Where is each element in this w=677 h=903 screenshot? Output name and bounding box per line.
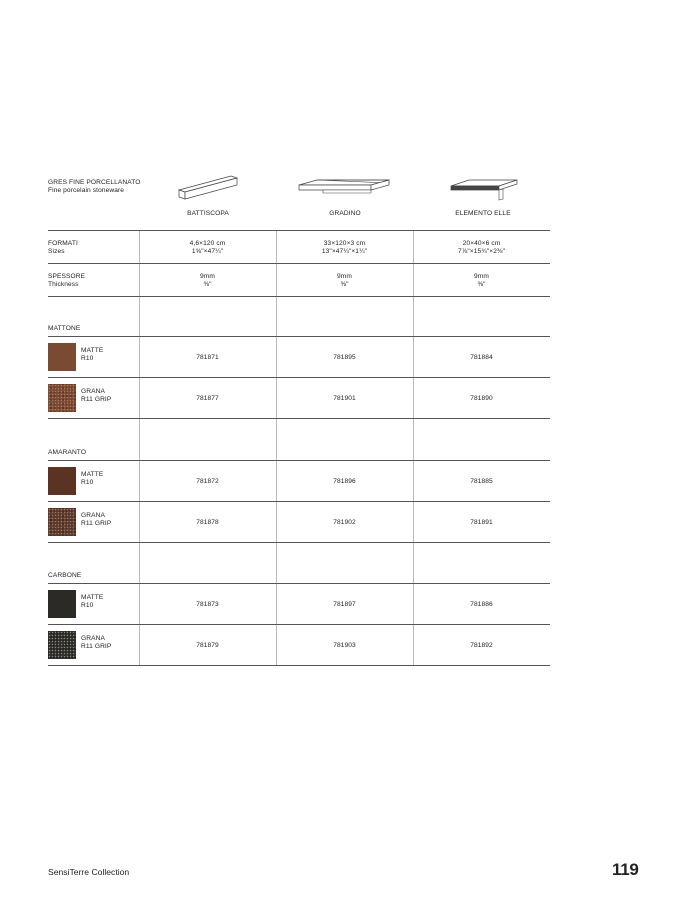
product-code: 781877 bbox=[196, 395, 219, 402]
table-rule bbox=[48, 336, 550, 337]
product-code: 781903 bbox=[333, 642, 356, 649]
thickness-value: 9mm ⅜" bbox=[337, 273, 352, 289]
table-rule bbox=[48, 665, 550, 666]
size-value: 20×40×6 cm 7⅞"×15¾"×2⅜" bbox=[457, 240, 506, 256]
finish-label: MATTE R10 bbox=[81, 471, 104, 487]
product-column-elemento-elle bbox=[414, 172, 552, 218]
table-rule bbox=[48, 460, 550, 461]
product-name: BATTISCOPA bbox=[187, 210, 229, 217]
finish-label: MATTE R10 bbox=[81, 347, 104, 363]
product-code: 781895 bbox=[333, 354, 356, 361]
size-value: 33×120×3 cm 13"×47¼"×1¼" bbox=[321, 240, 368, 256]
product-code: 781872 bbox=[196, 478, 219, 485]
product-code: 781878 bbox=[196, 519, 219, 526]
product-code: 781871 bbox=[196, 354, 219, 361]
product-code: 781884 bbox=[470, 354, 493, 361]
product-code: 781902 bbox=[333, 519, 356, 526]
spec-label-formati: FORMATI Sizes bbox=[48, 240, 78, 256]
product-code: 781885 bbox=[470, 478, 493, 485]
product-code: 781886 bbox=[470, 601, 493, 608]
table-rule bbox=[48, 230, 550, 231]
skirting-icon bbox=[175, 172, 241, 202]
color-section-title: CARBONE bbox=[48, 572, 82, 579]
product-name: ELEMENTO ELLE bbox=[455, 210, 511, 217]
finish-label: MATTE R10 bbox=[81, 594, 104, 610]
table-rule bbox=[48, 624, 550, 625]
color-section-title: AMARANTO bbox=[48, 449, 87, 456]
product-name: GRADINO bbox=[329, 210, 361, 217]
product-column-battiscopa bbox=[139, 172, 277, 218]
tile-swatch-carbone-grana bbox=[48, 631, 76, 659]
tile-swatch-amaranto-matte bbox=[48, 467, 76, 495]
collection-name: SensiTerre Collection bbox=[48, 867, 130, 877]
finish-label: GRANA R11 GRIP bbox=[81, 388, 112, 404]
table-rule bbox=[48, 542, 550, 543]
finish-label: GRANA R11 GRIP bbox=[81, 512, 112, 528]
spec-label-spessore: SPESSORE Thickness bbox=[48, 273, 86, 289]
product-code: 781892 bbox=[470, 642, 493, 649]
table-rule bbox=[48, 263, 550, 264]
tile-swatch-mattone-matte bbox=[48, 343, 76, 371]
tile-swatch-amaranto-grana bbox=[48, 508, 76, 536]
material-label-en: Fine porcelain stoneware bbox=[48, 187, 125, 195]
thickness-value: 9mm ⅜" bbox=[474, 273, 489, 289]
table-rule bbox=[48, 377, 550, 378]
table-rule bbox=[48, 501, 550, 502]
table-rule bbox=[48, 418, 550, 419]
l-element-icon bbox=[443, 172, 523, 202]
product-code: 781873 bbox=[196, 601, 219, 608]
page-number: 119 bbox=[612, 860, 639, 879]
product-code: 781896 bbox=[333, 478, 356, 485]
finish-label: GRANA R11 GRIP bbox=[81, 635, 112, 651]
product-code: 781897 bbox=[333, 601, 356, 608]
tile-swatch-mattone-grana bbox=[48, 384, 76, 412]
material-header bbox=[48, 179, 140, 196]
color-section-title: MATTONE bbox=[48, 325, 81, 332]
table-rule bbox=[48, 583, 550, 584]
table-rule bbox=[48, 296, 550, 297]
product-column-gradino bbox=[276, 172, 414, 218]
tile-swatch-carbone-matte bbox=[48, 590, 76, 618]
product-code: 781879 bbox=[196, 642, 219, 649]
size-value: 4,6×120 cm 1⅝"×47¼" bbox=[189, 240, 226, 256]
product-code: 781890 bbox=[470, 395, 493, 402]
step-tread-icon bbox=[295, 172, 395, 202]
product-code: 781891 bbox=[470, 519, 493, 526]
product-code: 781901 bbox=[333, 395, 356, 402]
thickness-value: 9mm ⅜" bbox=[200, 273, 215, 289]
material-label-it: GRES FINE PORCELLANATO bbox=[48, 179, 141, 186]
